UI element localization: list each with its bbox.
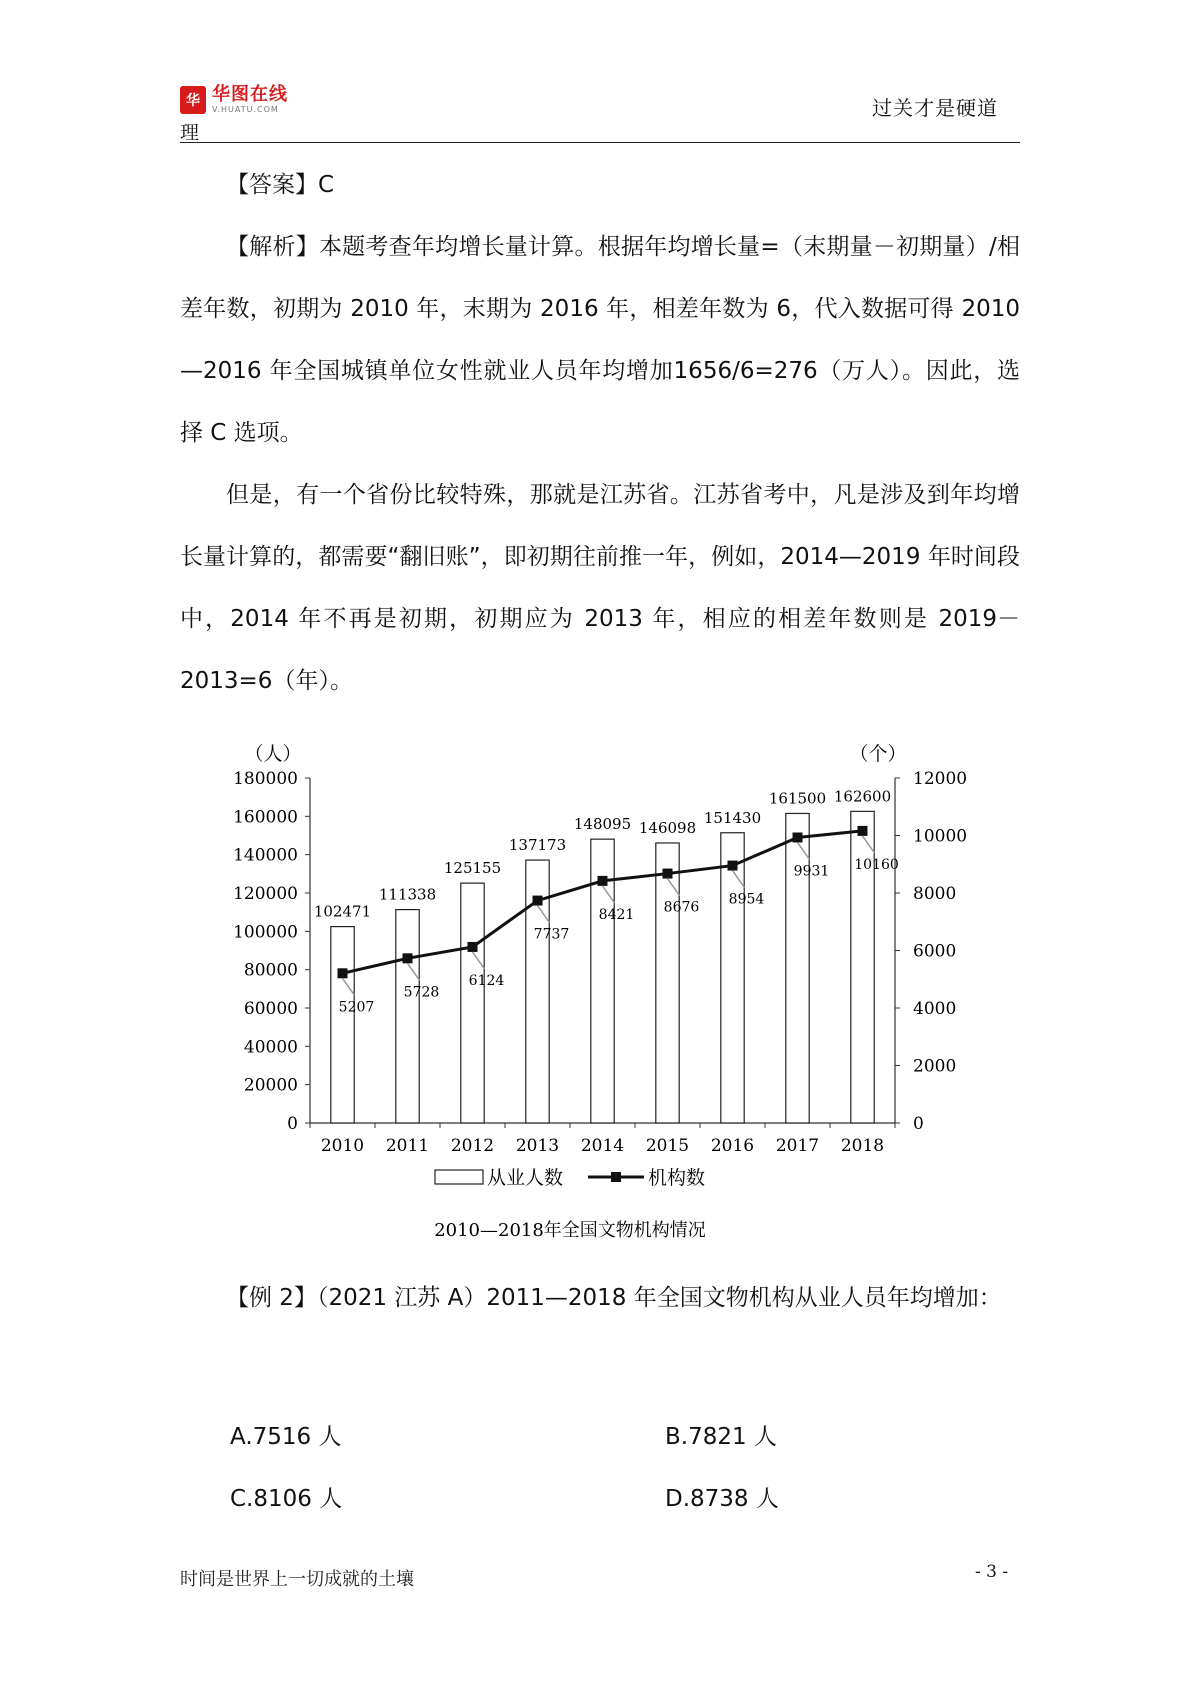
- line-marker-2015: [663, 869, 673, 879]
- right-tick-label: 4000: [913, 999, 957, 1019]
- cultural-relic-chart: [180, 730, 968, 1260]
- right-tick-label: 12000: [913, 769, 968, 789]
- left-tick-label: 120000: [233, 884, 298, 904]
- left-axis-unit: （人）: [244, 743, 302, 765]
- bar-series: [331, 808, 874, 1123]
- bar-value-label: 151430: [703, 808, 762, 827]
- footer-slogan: 时间是世界上一切成就的土壤: [180, 1569, 414, 1590]
- right-tick-label: 2000: [913, 1056, 957, 1077]
- line-marker-2010: [338, 968, 348, 978]
- right-tick-label: 0: [913, 1114, 924, 1134]
- huatu-logo: [180, 86, 288, 114]
- x-tick-label: 2017: [775, 1136, 820, 1156]
- bar-value-label: 137173: [508, 836, 567, 855]
- line-value-label: 5728: [403, 984, 440, 1001]
- right-tick-label: 8000: [913, 884, 957, 904]
- legend-bar-swatch: [435, 1170, 483, 1184]
- page-number: - 3 -: [975, 1562, 1009, 1582]
- bar-value-label: 111338: [378, 885, 437, 904]
- bar-2011: [396, 910, 419, 1123]
- bar-value-label: 161500: [768, 789, 827, 808]
- right-tick-label: 6000: [913, 941, 957, 962]
- analysis-paragraph: 【解析】本题考查年均增长量计算。根据年均增长量=（末期量－初期量）/相差年数，初期为 2010 年，末期为 2016 年，相差年数为 6，代入数据可得 2010—2016 年全国城镇单位女性就业人员年均增加1656/6=276（万人）。因此，选择 C 选项。: [180, 234, 1020, 446]
- example-question: 【例 2】（2021 江苏 A）2011—2018 年全国文物机构从业人员年均增加：: [226, 1285, 1002, 1311]
- left-tick-label: 40000: [243, 1037, 298, 1058]
- x-tick-label: 2011: [385, 1136, 430, 1156]
- left-tick-label: 80000: [243, 960, 298, 981]
- line-value-label: 6124: [468, 972, 505, 989]
- chart-legend: [435, 1167, 705, 1189]
- line-marker-2014: [598, 876, 608, 886]
- huatu-logo-mark-icon: 华: [180, 86, 206, 114]
- x-tick-label: 2014: [580, 1136, 625, 1156]
- x-tick-label: 2018: [840, 1136, 885, 1156]
- bar-value-label: 125155: [443, 859, 502, 878]
- line-marker-2016: [728, 861, 738, 871]
- line-marker-2017: [793, 832, 803, 842]
- option-c: C.8106 人: [230, 1486, 343, 1512]
- line-value-label: 5207: [338, 999, 375, 1016]
- left-tick-label: 160000: [233, 807, 298, 828]
- left-tick-label: 60000: [243, 999, 298, 1019]
- bar-2010: [331, 927, 354, 1123]
- left-tick-label: 0: [287, 1114, 298, 1134]
- bar-value-label: 146098: [638, 818, 697, 837]
- line-value-label: 8676: [663, 899, 700, 916]
- logo-url: V.HUATU.COM: [212, 105, 279, 114]
- x-tick-label: 2016: [710, 1136, 755, 1156]
- x-tick-label: 2010: [320, 1136, 365, 1156]
- legend-line-marker: [611, 1172, 621, 1182]
- x-tick-label: 2015: [645, 1136, 690, 1156]
- logo-name: 华图在线: [212, 84, 288, 105]
- line-value-label: 7737: [533, 926, 570, 943]
- chart-title: 2010—2018年全国文物机构情况: [434, 1220, 706, 1241]
- x-tick-label: 2013: [515, 1136, 560, 1156]
- header-sub-text: 理: [180, 122, 200, 144]
- line-value-label: 8421: [598, 906, 635, 923]
- left-tick-label: 20000: [243, 1075, 298, 1096]
- x-tick-label: 2012: [450, 1136, 495, 1156]
- bar-2016: [721, 833, 744, 1123]
- line-value-label: 8954: [728, 891, 765, 908]
- bar-2015: [656, 843, 679, 1123]
- option-a: A.7516 人: [230, 1424, 342, 1450]
- line-value-label: 10160: [854, 856, 899, 873]
- bar-2017: [786, 813, 809, 1123]
- left-tick-label: 140000: [233, 845, 298, 866]
- bar-value-label: 162600: [833, 787, 892, 806]
- right-axis-unit: （个）: [849, 743, 907, 765]
- line-value-label: 9931: [793, 863, 830, 880]
- answer-line: 【答案】C: [226, 172, 335, 198]
- legend-bar-label: 从业人数: [487, 1167, 564, 1189]
- option-b: B.7821 人: [665, 1424, 777, 1450]
- bar-value-label: 102471: [313, 902, 372, 921]
- line-marker-2018: [858, 826, 868, 836]
- line-marker-2013: [533, 896, 543, 906]
- option-d: D.8738 人: [665, 1486, 779, 1512]
- left-tick-label: 180000: [233, 769, 298, 789]
- right-tick-label: 10000: [913, 826, 968, 847]
- bar-value-label: 148095: [573, 815, 632, 834]
- line-marker-2012: [468, 942, 478, 952]
- jiangsu-note-paragraph: 但是，有一个省份比较特殊，那就是江苏省。江苏省考中，凡是涉及到年均增长量计算的，都需要“翻旧账”，即初期往前推一年，例如，2014—2019 年时间段中，2014 年不再是初期，初期应为 2013 年，相应的相差年数则是 2019－2013=6（年）。: [180, 482, 1020, 694]
- header-motto: 过关才是硬道: [872, 96, 998, 120]
- line-marker-2011: [403, 953, 413, 963]
- bar-2012: [461, 883, 484, 1123]
- left-tick-label: 100000: [233, 922, 298, 943]
- legend-line-label: 机构数: [648, 1167, 706, 1189]
- page-header: [180, 80, 1020, 143]
